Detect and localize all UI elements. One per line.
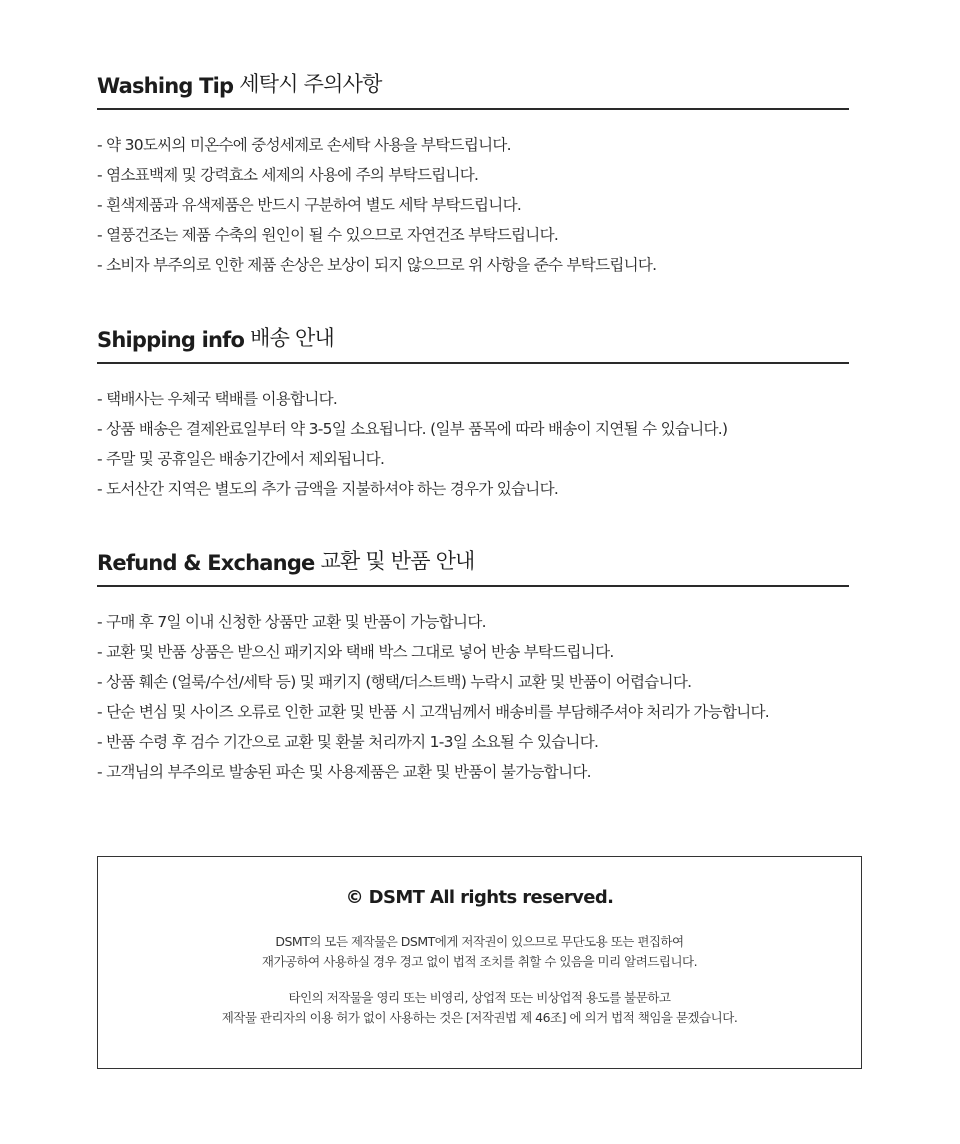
list-item: - 주말 및 공휴일은 배송기간에서 제외됩니다.: [97, 450, 385, 468]
list-item: - 열풍건조는 제품 수축의 원인이 될 수 있으므로 자연건조 부탁드립니다.: [97, 226, 559, 244]
list-item: - 단순 변심 및 사이즈 오류로 인한 교환 및 반품 시 고객님께서 배송비를 부담해주셔야 처리가 가능합니다.: [97, 703, 769, 721]
copyright-paragraph-2: [98, 988, 861, 1028]
list-item: - 구매 후 7일 이내 신청한 상품만 교환 및 반품이 가능합니다.: [97, 613, 486, 631]
section-divider: [97, 585, 849, 587]
copyright-notice-box: [97, 856, 862, 1069]
refund-exchange-section: [97, 535, 849, 787]
refund-exchange-title-ko: 교환 및 반품 안내: [320, 549, 475, 573]
list-item: - 소비자 부주의로 인한 제품 손상은 보상이 되지 않으므로 위 사항을 준수 부탁드립니다.: [97, 256, 657, 274]
washing-tip-section: [97, 58, 849, 280]
refund-exchange-list: [97, 607, 849, 787]
washing-tip-title-ko: 세탁시 주의사항: [239, 72, 382, 96]
shipping-info-section: [97, 312, 849, 504]
shipping-info-list: [97, 384, 849, 504]
list-item: - 염소표백제 및 강력효소 세제의 사용에 주의 부탁드립니다.: [97, 166, 479, 184]
list-item: - 흰색제품과 유색제품은 반드시 구분하여 별도 세탁 부탁드립니다.: [97, 196, 522, 214]
list-item: - 상품 배송은 결제완료일부터 약 3-5일 소요됩니다. (일부 품목에 따라 배송이 지연될 수 있습니다.): [97, 420, 728, 438]
shipping-info-title: [97, 312, 849, 352]
list-item: - 반품 수령 후 검수 기간으로 교환 및 환불 처리까지 1-3일 소요될 수 있습니다.: [97, 733, 599, 751]
washing-tip-title-en: Washing Tip: [97, 74, 234, 98]
copyright-line: 제작물 관리자의 이용 허가 없이 사용하는 것은 [저작권법 제 46조] 에 의거 법적 책임을 묻겠습니다.: [221, 1010, 738, 1025]
shipping-info-title-ko: 배송 안내: [250, 326, 334, 350]
list-item: - 도서산간 지역은 별도의 추가 금액을 지불하셔야 하는 경우가 있습니다.: [97, 480, 559, 498]
list-item: - 상품 훼손 (얼룩/수선/세탁 등) 및 패키지 (행택/더스트백) 누락시 교환 및 반품이 어렵습니다.: [97, 673, 692, 691]
refund-exchange-title-en: Refund & Exchange: [97, 551, 315, 575]
copyright-line: 재가공하여 사용하실 경우 경고 없이 법적 조치를 취할 수 있음을 미리 알려드립니다.: [261, 954, 698, 969]
list-item: - 고객님의 부주의로 발송된 파손 및 사용제품은 교환 및 반품이 불가능합니다.: [97, 763, 591, 781]
washing-tip-list: [97, 130, 849, 280]
refund-exchange-title: [97, 535, 849, 575]
list-item: - 약 30도씨의 미온수에 중성세제로 손세탁 사용을 부탁드립니다.: [97, 136, 511, 154]
copyright-heading: © DSMT All rights reserved.: [345, 887, 614, 908]
list-item: - 택배사는 우체국 택배를 이용합니다.: [97, 390, 338, 408]
copyright-line: 타인의 저작물을 영리 또는 비영리, 상업적 또는 비상업적 용도를 불문하고: [288, 990, 671, 1005]
shipping-info-title-en: Shipping info: [97, 328, 245, 352]
washing-tip-title: [97, 58, 849, 98]
copyright-line: DSMT의 모든 제작물은 DSMT에게 저작권이 있으므로 무단도용 또는 편집하여: [275, 934, 684, 949]
list-item: - 교환 및 반품 상품은 받으신 패키지와 택배 박스 그대로 넣어 반송 부탁드립니다.: [97, 643, 614, 661]
copyright-paragraph-1: [98, 932, 861, 972]
section-divider: [97, 108, 849, 110]
section-divider: [97, 362, 849, 364]
